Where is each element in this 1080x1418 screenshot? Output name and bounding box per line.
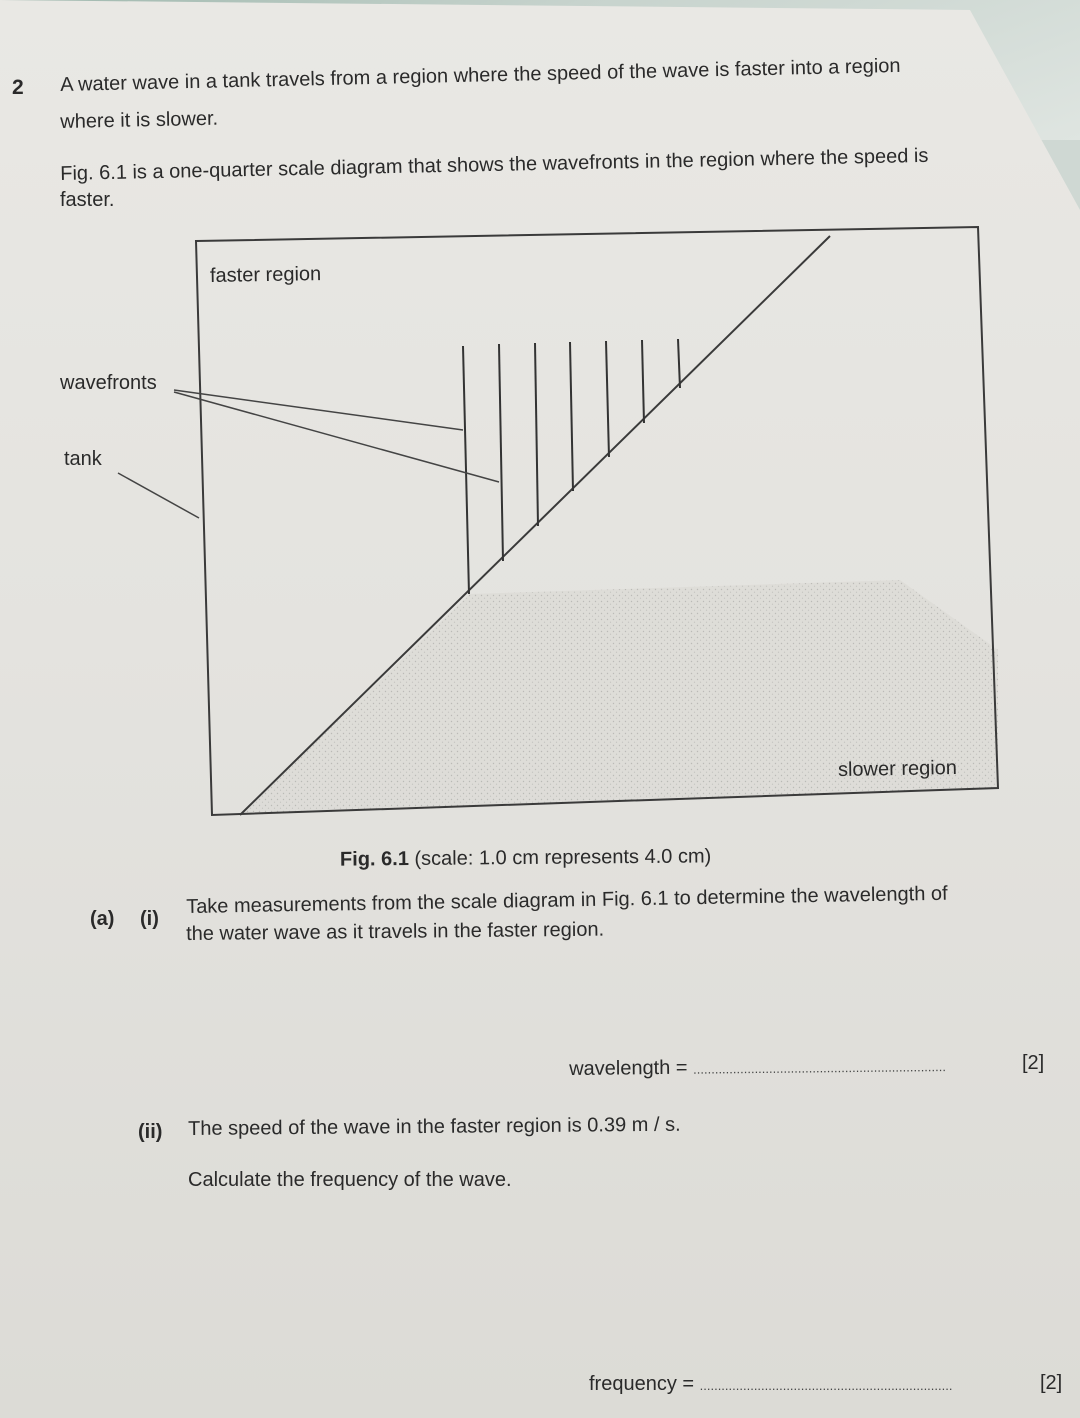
wavefront: [570, 342, 573, 491]
wavefront: [499, 344, 503, 561]
part-a-label: (a): [90, 908, 115, 930]
part-a-i-line-2: the water wave as it travels in the faster region.: [186, 918, 605, 945]
fig-intro-line-2: faster.: [60, 189, 115, 211]
figure-number: Fig. 6.1: [339, 848, 410, 871]
wavefront: [606, 341, 609, 457]
question-number: 2: [12, 76, 24, 99]
part-a-ii-line-2: Calculate the frequency of the wave.: [188, 1169, 512, 1191]
wavefronts-leader-2: [174, 392, 499, 482]
part-a-ii-marks: [2]: [1040, 1372, 1063, 1394]
part-a-i-label: (i): [140, 908, 159, 930]
part-a-ii-line-1: The speed of the wave in the faster region is 0.39 m / s.: [188, 1113, 681, 1140]
tank-label: tank: [64, 448, 102, 470]
wavelength-label: wavelength =: [569, 1056, 688, 1080]
intro-line-1: A water wave in a tank travels from a region where the speed of the wave is faster into a region: [60, 54, 901, 96]
part-a-i-marks: [2]: [1022, 1052, 1045, 1074]
part-a-ii-label: (ii): [138, 1121, 163, 1143]
wavefronts-label: wavefronts: [60, 372, 157, 394]
frequency-label: frequency =: [589, 1373, 695, 1395]
fig-intro-line-1: Fig. 6.1 is a one-quarter scale diagram that shows the wavefronts in the region where the speed is: [60, 144, 929, 185]
faster-region-label: faster region: [209, 263, 322, 287]
frequency-answer-line: [589, 1372, 952, 1398]
wavefront: [678, 339, 680, 388]
wavefront: [535, 343, 538, 526]
wavelength-answer-field[interactable]: ......................................................................: [693, 1059, 947, 1077]
figure-caption: [340, 844, 711, 871]
wavefront: [463, 346, 469, 594]
figure-scale: (scale: 1.0 cm represents 4.0 cm): [414, 845, 712, 870]
wavefront: [642, 340, 644, 423]
slower-region-label: slower region: [837, 756, 958, 782]
frequency-answer-field[interactable]: ......................................................................: [699, 1378, 953, 1393]
part-a-i-line-1: Take measurements from the scale diagram in Fig. 6.1 to determine the wavelength of: [186, 882, 948, 918]
tank-leader: [118, 473, 199, 518]
wavefronts-leader-1: [174, 390, 463, 430]
wavelength-answer-line: [569, 1053, 946, 1083]
intro-line-2: where it is slower.: [60, 107, 219, 133]
